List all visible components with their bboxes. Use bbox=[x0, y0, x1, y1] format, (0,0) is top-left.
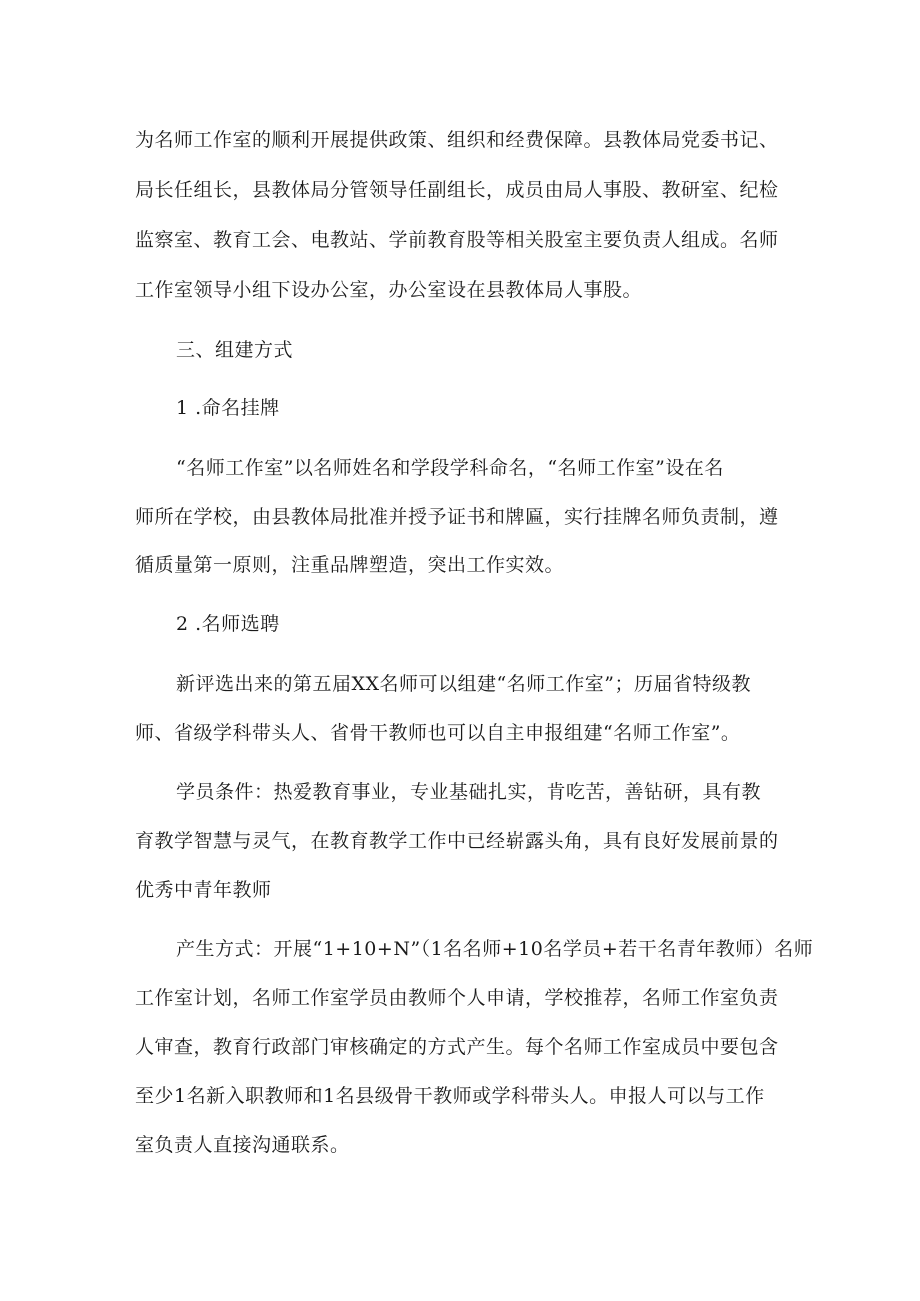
text-line: 师、省级学科带头人、省骨干教师也可以自主申报组建“名师工作室”。 bbox=[135, 722, 741, 744]
text-line: 工作室领导小组下设办公室，办公室设在县教体局人事股。 bbox=[135, 279, 643, 301]
text-line: 人审查，教育行政部门审核确定的方式产生。每个名师工作室成员中要包含 bbox=[135, 1036, 779, 1058]
text-line: 产生方式：开展“1+10+N”（1名名师+10名学员+若干名青年教师）名师 bbox=[176, 938, 814, 960]
text-line: 新评选出来的第五届XX名师可以组建“名师工作室”；历届省特级教 bbox=[176, 673, 751, 695]
text-line: 工作室计划，名师工作室学员由教师个人申请，学校推荐，名师工作室负责 bbox=[135, 987, 779, 1009]
subsection-heading: 2 .名师选聘 bbox=[176, 613, 280, 635]
text-line: 优秀中青年教师 bbox=[135, 879, 272, 901]
text-line: 循质量第一原则，注重品牌塑造，突出工作实效。 bbox=[135, 554, 565, 576]
text-line: 至少1名新入职教师和1名县级骨干教师或学科带头人。申报人可以与工作 bbox=[135, 1085, 765, 1107]
text-line: 监察室、教育工会、电教站、学前教育股等相关股室主要负责人组成。名师 bbox=[135, 229, 779, 251]
section-heading: 三、组建方式 bbox=[176, 339, 294, 361]
text-line: 局长任组长，县教体局分管领导任副组长，成员由局人事股、教研室、纪检 bbox=[135, 179, 779, 201]
text-line: 室负责人直接沟通联系。 bbox=[135, 1134, 350, 1156]
text-line: 学员条件：热爱教育事业，专业基础扎实，肯吃苦，善钻研，具有教 bbox=[176, 781, 762, 803]
text-line: 师所在学校，由县教体局批准并授予证书和牌匾，实行挂牌名师负责制，遵 bbox=[135, 506, 779, 528]
text-line: 为名师工作室的顺利开展提供政策、组织和经费保障。县教体局党委书记、 bbox=[135, 129, 779, 151]
text-line: 育教学智慧与灵气，在教育教学工作中已经崭露头角，具有良好发展前景的 bbox=[135, 830, 779, 852]
subsection-heading: 1 .命名挂牌 bbox=[176, 397, 280, 419]
text-line: “名师工作室”以名师姓名和学段学科命名，“名师工作室”设在名 bbox=[176, 457, 724, 479]
